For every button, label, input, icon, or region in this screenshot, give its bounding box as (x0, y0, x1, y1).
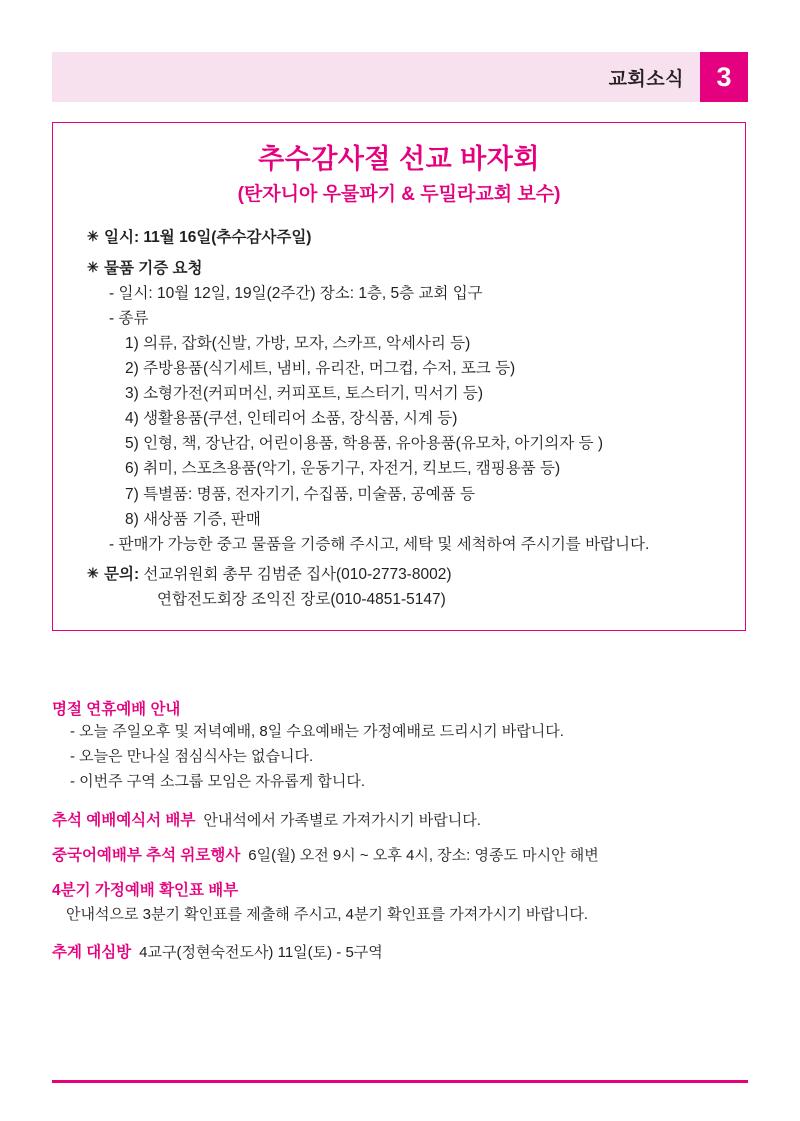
notice-chinese-service-event (52, 843, 752, 865)
bazaar-inquiry-text (104, 562, 452, 587)
notices-section (52, 697, 752, 975)
notice-heading: 추계 대심방 (52, 943, 132, 961)
notice-heading: 명절 연휴예배 안내 (52, 701, 181, 718)
bazaar-item: 2) 주방용품(식기세트, 냄비, 유리잔, 머그컵, 수저, 포크 등) (125, 359, 516, 377)
bazaar-title: 추수감사절 선교 바자회 (258, 144, 540, 174)
bazaar-item: 4) 생활용품(쿠션, 인테리어 소품, 장식품, 시계 등) (125, 410, 458, 428)
bazaar-inquiry-value-2: 연합전도회장 조익진 장로(010-4851-5147) (157, 590, 446, 608)
notice-inline-text: 6일(월) 오전 9시 ~ 오후 4시, 장소: 영종도 마시안 해변 (248, 846, 599, 864)
bazaar-body (53, 225, 745, 612)
footer-divider (52, 1080, 748, 1083)
bazaar-donation-date: - 일시: 10월 12일, 19일(2주간) 장소: 1층, 5층 교회 입구 (109, 284, 483, 302)
notice-body: 안내석으로 3분기 확인표를 제출해 주시고, 4분기 확인표를 가져가시기 바랍니다. (66, 905, 589, 923)
bazaar-subtitle: (탄자니아 우물파기 & 두밀라교회 보수) (237, 183, 561, 205)
notice-heading: 추석 예배예식서 배부 (52, 811, 196, 829)
page-title: 교회소식 (608, 68, 684, 90)
bazaar-item: 8) 새상품 기증, 판매 (125, 510, 261, 528)
bazaar-donation-heading: 물품 기증 요청 (104, 259, 203, 277)
bazaar-kinds-label: - 종류 (109, 309, 149, 327)
notice-holiday-worship (52, 697, 752, 795)
spacer (87, 557, 711, 560)
bazaar-date-value: 11월 16일(추수감사주일) (143, 229, 312, 247)
bazaar-item: 6) 취미, 스포츠용품(악기, 운동기구, 자전거, 킥보드, 캠핑용품 등) (125, 460, 561, 478)
notice-line: - 오늘은 만나실 점심식사는 없습니다. (70, 748, 314, 766)
notice-heading: 중국어예배부 추석 위로행사 (52, 846, 241, 864)
notice-line: - 오늘 주일오후 및 저녁예배, 8일 수요예배는 가정예배로 드리시기 바랍니다. (70, 723, 564, 740)
bazaar-item: 3) 소형가전(커피머신, 커피포트, 토스터기, 믹서기 등) (125, 385, 484, 403)
bazaar-note: - 판매가 가능한 중고 물품을 기증해 주시고, 세탁 및 세척하여 주시기를 바랍니다. (109, 535, 650, 553)
bazaar-donation-row (87, 256, 711, 281)
asterisk-icon: ✳ (87, 228, 99, 245)
notice-line: - 이번주 구역 소그룹 모임은 자유롭게 합니다. (70, 773, 365, 791)
page-header (52, 52, 748, 102)
asterisk-icon: ✳ (87, 564, 99, 581)
notice-inline-text: 안내석에서 가족별로 가져가시기 바랍니다. (203, 811, 481, 829)
bazaar-item: 7) 특별품: 명품, 전자기기, 수집품, 미술품, 공예품 등 (125, 485, 475, 503)
page-number-badge: 3 (700, 52, 748, 102)
bazaar-inquiry-row (87, 562, 711, 587)
notice-heading: 4분기 가정예배 확인표 배부 (52, 881, 239, 899)
bazaar-date-row (87, 225, 711, 250)
bazaar-item: 1) 의류, 잡화(신발, 가방, 모자, 스카프, 악세사리 등) (125, 334, 471, 352)
bazaar-inquiry-value: 선교위원회 총무 김범준 집사(010-2773-8002) (143, 565, 452, 583)
bazaar-date-label: 일시: (104, 229, 140, 247)
notice-autumn-visitation (52, 940, 752, 962)
bazaar-date-text (104, 225, 311, 250)
bazaar-item: 5) 인형, 책, 장난감, 어린이용품, 학용품, 유아용품(유모차, 아기의자 등 ) (125, 435, 604, 453)
spacer (87, 251, 711, 254)
notice-q4-home-worship (52, 878, 752, 927)
notice-inline-text: 4교구(정현숙전도사) 11일(토) - 5구역 (139, 943, 383, 961)
bazaar-inquiry-label: 문의: (104, 565, 140, 583)
notice-chuseok-order-of-service (52, 808, 752, 830)
bazaar-announcement-box (52, 122, 746, 631)
asterisk-icon: ✳ (87, 258, 99, 275)
